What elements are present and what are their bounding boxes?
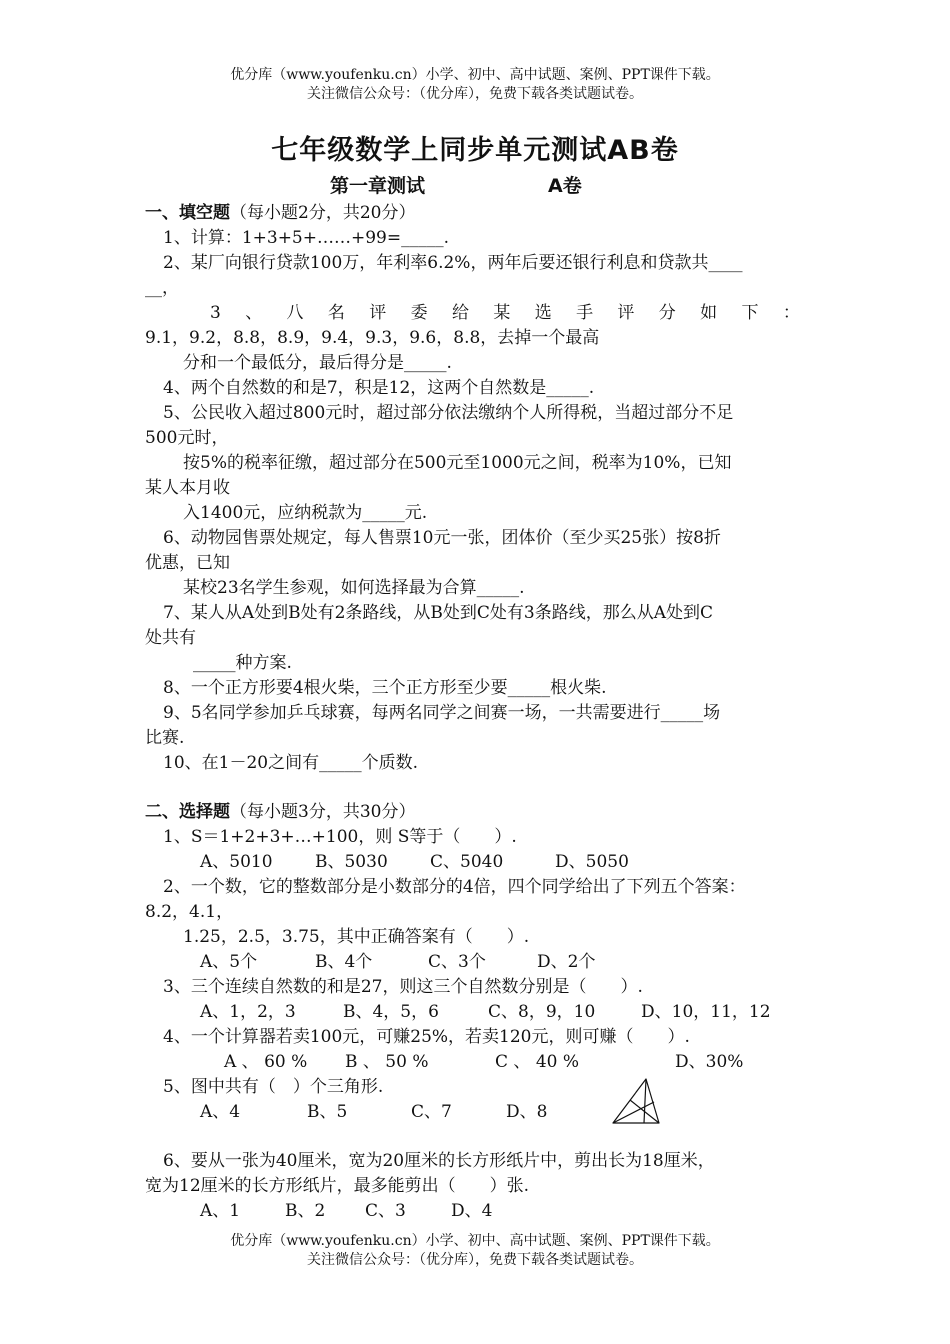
page-title: 七年级数学上同步单元测试AB卷	[271, 135, 679, 166]
s1-q5-line4: 某人本月收	[145, 478, 230, 498]
s2-q5-opt-d: D、8	[506, 1102, 548, 1122]
s2-q2-opt-a: A、5个	[200, 952, 258, 972]
s1-q3-char: 给	[451, 303, 469, 323]
s1-q10: 10、在1－20之间有_____个质数.	[163, 753, 418, 773]
s1-q4: 4、两个自然数的和是7，积是12，这两个自然数是_____.	[163, 378, 595, 398]
s1-q3-char: 选	[534, 303, 552, 323]
section2-note: （每小题3分，共30分）	[230, 802, 416, 822]
s1-q2-line2: __，	[145, 278, 179, 298]
s2-q2-line1: 2、一个数，它的整数部分是小数部分的4倍，四个同学给出了下列五个答案：	[163, 877, 746, 897]
s2-q5-opt-b: B、5	[307, 1102, 348, 1122]
s1-q3-line3: 分和一个最低分，最后得分是_____.	[183, 353, 452, 373]
s1-q6-line1: 6、动物园售票处规定，每人售票10元一张，团体价（至少买25张）按8折	[163, 528, 721, 548]
s2-q2-opt-d: D、2个	[537, 952, 596, 972]
s1-q3-char: 、	[245, 303, 263, 323]
s2-q2-opt-b: B、4个	[315, 952, 373, 972]
s2-q6-opt-c: C、3	[365, 1201, 406, 1221]
s2-q2-line3: 1.25，2.5，3.75，其中正确答案有（ ）.	[183, 927, 530, 947]
s1-q5-line5: 入1400元，应纳税款为_____元.	[183, 503, 428, 523]
paper-label: A卷	[548, 175, 582, 197]
chapter-title: 第一章测试	[330, 175, 426, 197]
s1-q3-char: 手	[576, 303, 594, 323]
section1-header	[145, 202, 415, 224]
header-line-1: 优分库（www.youfenku.cn）小学、初中、高中试题、案例、PPT课件下载。	[230, 67, 720, 83]
s2-q1: 1、S＝1+2+3+…+100，则 S等于（ ）.	[163, 827, 517, 847]
s1-q3-char: 3	[210, 303, 221, 323]
s2-q6-opt-a: A、1	[200, 1201, 241, 1221]
s2-q3-opt-b: B、4，5，6	[343, 1002, 439, 1022]
s2-q2-line2: 8.2，4.1，	[145, 902, 234, 922]
s2-q5-opt-a: A、4	[200, 1102, 241, 1122]
s1-q7-line1: 7、某人从A处到B处有2条路线，从B处到C处有3条路线，那么从A处到C	[163, 603, 714, 623]
footer-line-1: 优分库（www.youfenku.cn）小学、初中、高中试题、案例、PPT课件下载。	[230, 1233, 720, 1249]
s1-q3-char: 评	[617, 303, 635, 323]
s1-q3-char: 下	[741, 303, 759, 323]
s1-q7-line3: _____种方案.	[193, 653, 292, 673]
section2-header	[145, 801, 415, 823]
s1-q3-char: 某	[493, 303, 511, 323]
s1-q2-line1: 2、某厂向银行贷款100万，年利率6.2%，两年后要还银行利息和贷款共____	[163, 253, 743, 273]
s1-q5-line1: 5、公民收入超过800元时，超过部分依法缴纳个人所得税，当超过部分不足	[163, 403, 734, 423]
s2-q1-opt-c: C、5040	[430, 852, 504, 872]
s1-q3-line1	[210, 302, 800, 324]
s1-q8: 8、一个正方形要4根火柴，三个正方形至少要_____根火柴.	[163, 678, 607, 698]
s1-q3-char: ：	[782, 303, 800, 323]
s1-q3-char: 八	[286, 303, 304, 323]
s2-q1-opt-b: B、5030	[315, 852, 388, 872]
header-line-2: 关注微信公众号：（优分库），免费下载各类试题试卷。	[307, 86, 643, 102]
s2-q5-opt-c: C、7	[411, 1102, 452, 1122]
s1-q9-line1: 9、5名同学参加乒乓球赛，每两名同学之间赛一场，一共需要进行_____场	[163, 703, 721, 723]
triangle-cevian-1	[644, 1079, 646, 1123]
triangle-outline	[613, 1079, 659, 1123]
s2-q4-opt-a: A 、 60 %	[224, 1052, 308, 1072]
s1-q9-line2: 比赛.	[145, 728, 185, 748]
s1-q3-line2: 9.1，9.2，8.8，8.9，9.4，9.3，9.6，8.8，去掉一个最高	[145, 328, 600, 348]
s2-q5: 5、图中共有（ ）个三角形.	[163, 1077, 384, 1097]
footer-line-2: 关注微信公众号：（优分库），免费下载各类试题试卷。	[307, 1252, 643, 1268]
s1-q5-line2: 500元时，	[145, 428, 229, 448]
section1-note: （每小题2分，共20分）	[230, 203, 416, 223]
triangle-figure	[608, 1076, 663, 1128]
s1-q3-char: 分	[658, 303, 676, 323]
s2-q4-opt-b: B 、 50 %	[345, 1052, 429, 1072]
section1-heading: 一、填空题	[145, 203, 230, 223]
s2-q3-opt-c: C、8，9，10	[488, 1002, 596, 1022]
s2-q1-opt-d: D、5050	[555, 852, 629, 872]
s2-q4-opt-c: C 、 40 %	[495, 1052, 580, 1072]
s2-q4-opt-d: D、30%	[675, 1052, 744, 1072]
s2-q6-line1: 6、要从一张为40厘米，宽为20厘米的长方形纸片中，剪出长为18厘米，	[163, 1151, 715, 1171]
s1-q5-line3: 按5%的税率征缴，超过部分在500元至1000元之间，税率为10%，已知	[183, 453, 732, 473]
s2-q2-opt-c: C、3个	[428, 952, 486, 972]
section2-heading: 二、选择题	[145, 802, 230, 822]
s1-q1: 1、计算：1+3+5+……+99=_____.	[163, 228, 450, 248]
s2-q4: 4、一个计算器若卖100元，可赚25%，若卖120元，则可赚（ ）.	[163, 1027, 690, 1047]
s2-q6-opt-d: D、4	[451, 1201, 493, 1221]
s1-q3-char: 如	[700, 303, 718, 323]
s2-q3: 3、三个连续自然数的和是27，则这三个自然数分别是（ ）.	[163, 977, 643, 997]
s1-q7-line2: 处共有	[145, 628, 196, 648]
s1-q3-char: 名	[327, 303, 345, 323]
s2-q1-opt-a: A、5010	[200, 852, 273, 872]
s1-q3-char: 委	[410, 303, 428, 323]
s2-q6-opt-b: B、2	[285, 1201, 326, 1221]
s2-q6-line2: 宽为12厘米的长方形纸片，最多能剪出（ ）张.	[145, 1176, 530, 1196]
s1-q6-line2: 优惠，已知	[145, 553, 230, 573]
s1-q3-char: 评	[369, 303, 387, 323]
triangle-cevian-2	[613, 1102, 654, 1123]
s1-q6-line3: 某校23名学生参观，如何选择最为合算_____.	[183, 578, 525, 598]
s2-q3-opt-d: D、10，11，12	[641, 1002, 771, 1022]
s2-q3-opt-a: A、1，2，3	[200, 1002, 296, 1022]
